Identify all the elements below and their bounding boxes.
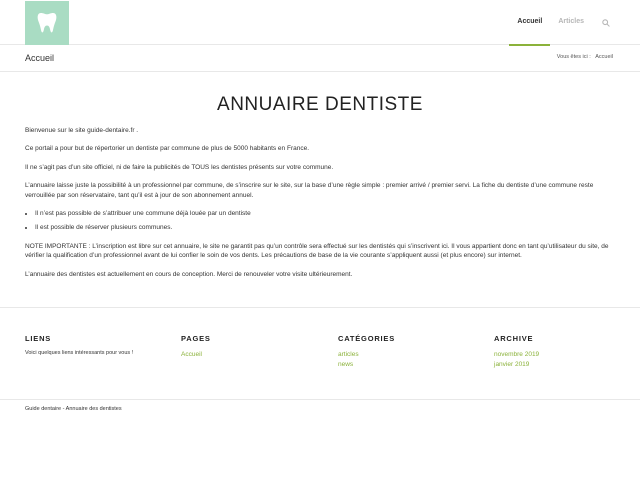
breadcrumb: [554, 54, 613, 62]
page-title: Accueil: [25, 53, 55, 63]
footer-link-novembre-2019[interactable]: novembre 2019: [494, 350, 540, 358]
footer-link-articles[interactable]: articles: [338, 350, 359, 358]
paragraph-purpose: Ce portail a pour but de répertorier un dentiste par commune de plus de 5000 habitants en France.: [25, 145, 310, 153]
breadcrumb-prefix: Vous êtes ici :: [556, 54, 591, 60]
footer-liens-text: Voici quelques liens intéressants pour vous !: [25, 349, 134, 356]
footer-col-pages: [181, 334, 211, 360]
breadcrumb-current[interactable]: Accueil: [595, 54, 613, 60]
nav-item-label: Articles: [558, 18, 584, 26]
nav-item-accueil[interactable]: [509, 0, 550, 45]
footer-col-categories: [338, 334, 395, 371]
site-footer: [0, 307, 640, 400]
tooth-icon: [37, 11, 57, 35]
paragraph-important-note: NOTE IMPORTANTE : L’inscription est libre sur cet annuaire, le site ne garantit pas qu’un contrôle sera effectué sur les dentistés qui s’inscrivent ici. Il vous appartient donc en tant qu’utilisateur du site, de vérifier la qualification d’un professionnel avant de lui confier le soin de vos dents. Les précautions de base de la vie courante s’appliquent aussi (et plus encore) sur internet.: [25, 242, 609, 260]
paragraph-rules: L’annuaire laisse juste la possibilité à un professionnel par commune, de s’inscrire sur le site, sur la base d’une règle simple : premier arrivé / premier servi. La fiche du dentiste d’une commune reste verrouillée par son réservataire, tant qu’il est à jour de son abonnement annuel.: [25, 182, 594, 199]
footer-heading-liens: LIENS: [25, 334, 52, 343]
nav-item-articles[interactable]: [550, 0, 592, 45]
main-nav: [509, 0, 640, 45]
rules-list: [35, 209, 615, 233]
main-content: [25, 95, 615, 288]
footer-link-news[interactable]: news: [338, 361, 354, 369]
site-logo[interactable]: [25, 1, 69, 45]
title-bar: [0, 45, 640, 72]
search-button[interactable]: [592, 0, 640, 45]
footer-link-accueil[interactable]: Accueil: [181, 350, 202, 358]
site-header: [0, 0, 640, 45]
footer-heading-categories: CATÉGORIES: [338, 334, 396, 343]
footer-link-janvier-2019[interactable]: janvier 2019: [494, 361, 530, 369]
footer-col-liens: [25, 334, 133, 358]
list-item: • Il est possible de réserver plusieurs communes.: [35, 223, 615, 232]
paragraph-status: L’annuaire des dentistes est actuellement en cours de conception. Merci de renouveler votre visite ultérieurement.: [25, 270, 353, 278]
search-icon: [602, 19, 610, 27]
paragraph-disclaimer: Il ne s’agit pas d’un site officiel, ni de faire la publicités de TOUS les dentistes présents sur votre commune.: [25, 163, 334, 171]
paragraph-welcome: Bienvenue sur le site guide-dentaire.fr .: [25, 126, 139, 134]
nav-item-label: Accueil: [517, 18, 543, 26]
footer-heading-archive: ARCHIVE: [494, 334, 534, 343]
copyright-text: Guide dentaire - Annuaire des dentistes: [25, 406, 122, 412]
footer-col-archive: [494, 334, 539, 371]
list-item: • Il n’est pas possible de s’attribuer une commune déjà louée par un dentiste: [35, 209, 615, 218]
content-heading: ANNUAIRE DENTISTE: [217, 94, 423, 115]
footer-heading-pages: PAGES: [181, 334, 211, 343]
